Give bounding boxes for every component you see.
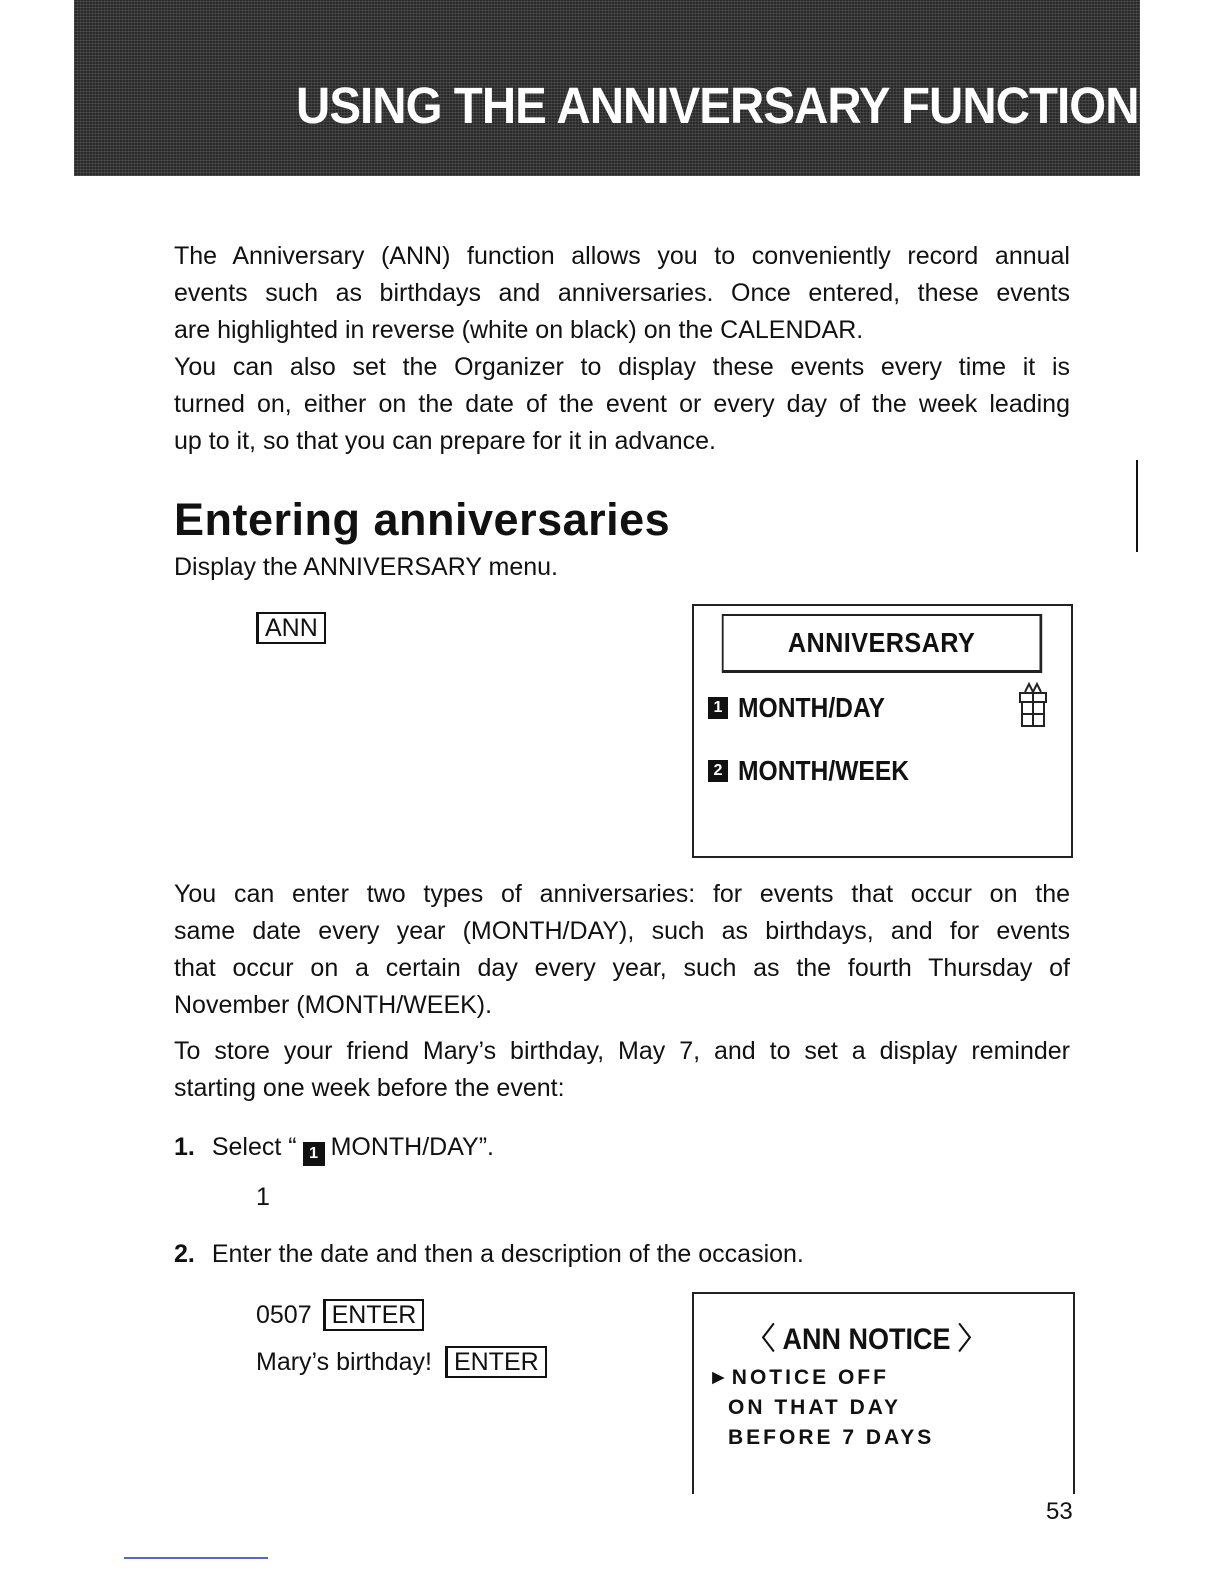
screen-title: ANNIVERSARY [722,614,1042,673]
ann-notice-screen [692,1292,1075,1494]
title-banner [74,0,1140,176]
step-1-key-input: 1 [256,1183,270,1211]
notice-option: BEFORE 7 DAYS [728,1426,935,1449]
step-2-input-date [256,1299,424,1331]
menu-item-month-week [708,755,932,787]
bottom-rule [124,1557,268,1559]
menu-item-label: MONTH/DAY [738,692,885,723]
ann-key [256,612,326,644]
section-heading: Entering anniversaries [174,494,671,545]
intro-line: are highlighted in reverse (white on black) on the CALENDAR. [174,316,864,344]
step-2 [174,1240,804,1269]
menu-item-label: MONTH/WEEK [738,755,910,786]
ann-key-label: ANN [256,612,326,644]
intro-line: up to it, so that you can prepare for it in advance. [174,427,716,455]
intro-line: You can also set the Organizer to display these events every time it is [174,353,1070,381]
input-description-text: Mary’s birthday! [256,1348,432,1376]
margin-mark [1136,460,1138,552]
intro-line: turned on, either on the date of the event or every day of the week leading [174,390,1070,418]
section-instruction: Display the ANNIVERSARY menu. [174,553,558,581]
body-paragraph-2 [174,1033,1070,1107]
enter-key: ENTER [323,1299,425,1331]
intro-line: The Anniversary (ANN) function allows you to conveniently record annual [174,242,1070,270]
page-number: 53 [1046,1498,1073,1525]
step-2-input-description [256,1346,547,1378]
enter-key: ENTER [445,1346,547,1378]
step-badge: 1 [303,1142,325,1166]
page-title: USING THE ANNIVERSARY FUNCTION [296,77,1139,134]
step-text: Enter the date and then a description of the occasion. [211,1240,804,1268]
body-line: November (MONTH/WEEK). [174,991,493,1019]
anniversary-menu-screen [692,604,1073,858]
step-1 [174,1133,494,1166]
menu-item-number: 2 [708,760,728,782]
input-date-text: 0507 [256,1301,312,1329]
body-line: same date every year (MONTH/DAY), such as birthdays, and for events [174,917,1070,945]
screen-title: 〈 ANN NOTICE 〉 [748,1323,986,1356]
menu-item-month-day [708,692,905,724]
step-text: Select “ [211,1133,297,1161]
body-line: that occur on a certain day every year, such as the fourth Thursday of [174,954,1070,982]
menu-item-number: 1 [708,697,728,719]
step-text: MONTH/DAY”. [330,1133,494,1161]
notice-option: ►NOTICE OFF [708,1366,889,1389]
body-line: starting one week before the event: [174,1074,565,1102]
step-number: 2. [174,1240,195,1268]
body-paragraph [174,876,1070,1024]
body-line: To store your friend Mary’s birthday, May 7, and to set a display reminder [174,1037,1070,1065]
notice-option: ON THAT DAY [728,1396,902,1419]
intro-line: events such as birthdays and anniversaries. Once entered, these events [174,279,1070,307]
intro-paragraph [174,238,1070,460]
step-number: 1. [174,1133,195,1161]
body-line: You can enter two types of anniversaries: for events that occur on the [174,880,1070,908]
gift-icon [1016,680,1050,730]
